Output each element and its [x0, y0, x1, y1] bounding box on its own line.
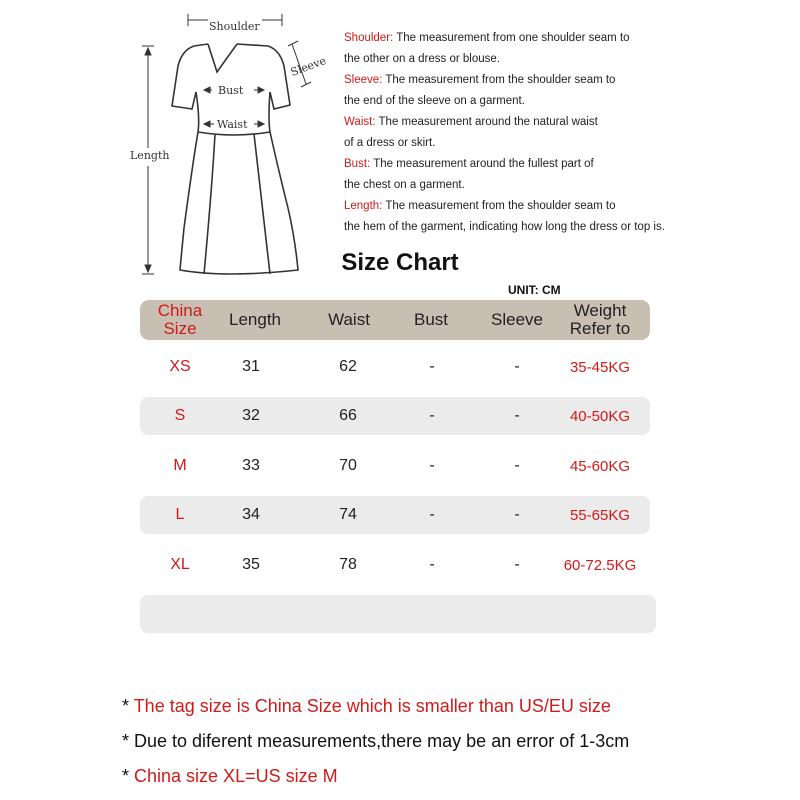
- note-text: The tag size is China Size which is smaller than US/EU size: [133, 696, 611, 716]
- table-row: [140, 447, 650, 485]
- header-sleeve: Sleeve: [491, 310, 543, 329]
- header-text: China: [157, 301, 203, 320]
- definition-text: The measurement around the natural waist: [375, 116, 598, 128]
- table-row: [140, 496, 650, 534]
- bust-cell: -: [429, 506, 435, 523]
- definition-text: The measurement from the shoulder seam to: [382, 74, 616, 86]
- header-waist: Waist: [328, 310, 370, 329]
- sleeve-label: Sleeve: [288, 54, 328, 79]
- term: Waist:: [344, 116, 376, 128]
- size-cell: XL: [170, 556, 190, 573]
- weight-cell: 45-60KG: [569, 457, 631, 475]
- note-item: [122, 724, 629, 759]
- definition-text: the end of the sleeve on a garment.: [344, 95, 525, 107]
- term: Sleeve:: [344, 74, 383, 86]
- definition-text: the other on a dress or blouse.: [344, 53, 500, 65]
- sleeve-cell: -: [514, 506, 520, 523]
- table-header: [140, 300, 650, 340]
- definition-waist: [344, 112, 794, 154]
- bust-label: Bust: [218, 84, 244, 97]
- bust-cell: -: [429, 556, 435, 573]
- header-text: Refer to: [569, 319, 631, 338]
- size-cell: L: [175, 506, 185, 523]
- size-cell: M: [173, 457, 187, 474]
- definition-length: [344, 196, 794, 238]
- weight-cell: 55-65KG: [569, 506, 631, 524]
- sleeve-cell: -: [514, 457, 520, 474]
- unit-label: UNIT: CM: [508, 283, 561, 297]
- note-item: [122, 759, 629, 794]
- length-cell: 33: [242, 457, 260, 474]
- header-weight: [560, 300, 640, 340]
- term: Length:: [344, 200, 383, 212]
- note-bullet: *: [122, 731, 135, 751]
- table-row: [140, 397, 650, 435]
- sleeve-cell: -: [514, 556, 520, 573]
- size-cell: S: [174, 407, 186, 424]
- definition-bust: [344, 154, 794, 196]
- definition-text: The measurement from one shoulder seam to: [393, 32, 630, 44]
- bust-cell: -: [429, 457, 435, 474]
- definition-shoulder: [344, 28, 794, 70]
- measurement-definitions: [344, 28, 794, 238]
- term: Shoulder:: [344, 32, 394, 44]
- dress-outline-icon: [120, 8, 335, 280]
- length-cell: 34: [242, 506, 260, 523]
- length-label: Length: [130, 149, 170, 162]
- weight-cell: 60-72.5KG: [563, 556, 637, 574]
- page-title: Size Chart: [341, 249, 459, 276]
- weight-cell: 35-45KG: [569, 358, 631, 376]
- definition-text: the chest on a garment.: [344, 179, 465, 191]
- shoulder-label: Shoulder: [209, 20, 260, 33]
- size-cell: XS: [169, 358, 191, 375]
- length-cell: 35: [242, 556, 260, 573]
- waist-cell: 74: [339, 506, 357, 523]
- dress-diagram: [120, 8, 335, 280]
- notes: [122, 689, 629, 794]
- header-text: Weight: [573, 301, 627, 320]
- header-length: Length: [229, 310, 281, 329]
- table-row: [140, 546, 650, 584]
- header-china-size: [144, 300, 216, 340]
- empty-table-row: [140, 595, 656, 633]
- waist-cell: 62: [339, 358, 357, 375]
- length-cell: 31: [242, 358, 260, 375]
- definition-sleeve: [344, 70, 794, 112]
- header-text: Size: [163, 319, 197, 338]
- definition-text: the hem of the garment, indicating how long the dress or top is.: [344, 221, 665, 233]
- note-text: Due to diferent measurements,there may be an error of 1-3cm: [134, 731, 630, 751]
- bust-cell: -: [429, 358, 435, 375]
- note-item: [122, 689, 629, 724]
- note-bullet: *: [122, 696, 134, 716]
- note-bullet: *: [122, 766, 135, 786]
- waist-label: Waist: [217, 118, 248, 131]
- header-bust: Bust: [413, 310, 449, 329]
- sleeve-cell: -: [514, 358, 520, 375]
- weight-cell: 40-50KG: [569, 407, 631, 425]
- waist-cell: 66: [339, 407, 357, 424]
- waist-cell: 78: [339, 556, 357, 573]
- sleeve-cell: -: [514, 407, 520, 424]
- length-cell: 32: [242, 407, 260, 424]
- definition-text: The measurement from the shoulder seam to: [382, 200, 616, 212]
- definition-text: The measurement around the fullest part of: [370, 158, 594, 170]
- table-row: [140, 348, 650, 386]
- note-text: China size XL=US size M: [134, 766, 338, 786]
- definition-text: of a dress or skirt.: [344, 137, 436, 149]
- bust-cell: -: [429, 407, 435, 424]
- term: Bust:: [344, 158, 371, 170]
- waist-cell: 70: [339, 457, 357, 474]
